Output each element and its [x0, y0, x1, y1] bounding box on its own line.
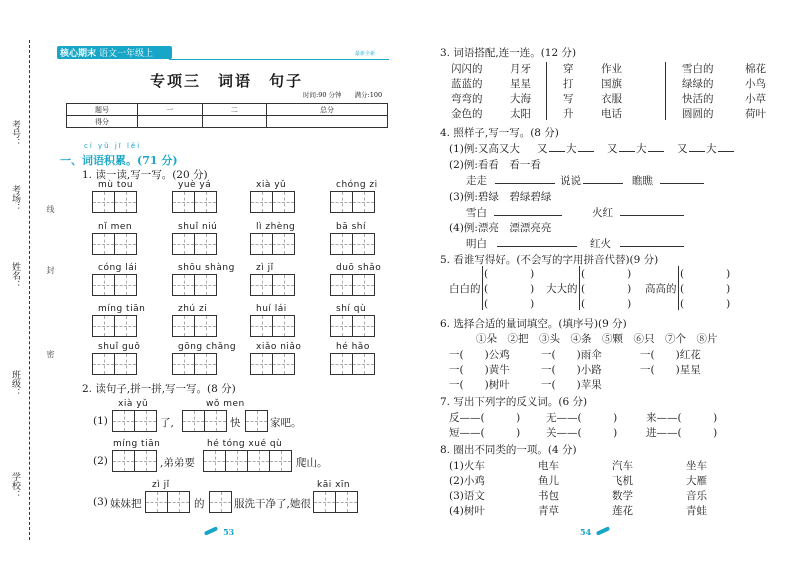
q1-pinyin: mù tou: [98, 180, 134, 190]
q7-title: 7. 写出下列字的反义词。(6 分): [440, 396, 588, 408]
q5-word: 高高的: [645, 283, 677, 295]
q3-word[interactable]: 作业: [601, 63, 622, 75]
q1-answer-box[interactable]: [330, 233, 375, 255]
strip-label-class: 班级：: [10, 370, 20, 397]
q2-s2-text-end: 爬山。: [296, 457, 328, 469]
header-tag: 最新全新: [355, 51, 376, 57]
q1-pinyin: nǐ men: [98, 222, 133, 232]
q4-l4-blank-2[interactable]: [620, 246, 684, 247]
q8-word[interactable]: (1)火车: [449, 460, 485, 472]
q2-s3-text-mid: 的: [194, 498, 205, 510]
q2-s1-box-3[interactable]: [245, 410, 268, 432]
q8-word[interactable]: 大雁: [686, 475, 707, 487]
brand-logo: [57, 46, 172, 59]
score-row-label: 得分: [67, 116, 138, 128]
q4-l3-item-1: 雪白: [466, 207, 487, 219]
q1-pinyin: shōu shàng: [178, 263, 235, 273]
q4-l2-item-3: 瞧瞧: [632, 175, 653, 187]
q4-l2-example: (2)例:看看 看一看: [449, 159, 541, 171]
q3-word[interactable]: 打: [563, 78, 574, 90]
q4-l2-blank-3[interactable]: [660, 183, 704, 184]
q1-answer-box[interactable]: [330, 315, 375, 337]
q3-word[interactable]: 荷叶: [745, 108, 766, 120]
q1-pinyin: duō shǎo: [336, 263, 382, 273]
q1-title: 1. 读一读,写一写。(20 分): [82, 169, 208, 181]
q4-l4-example: (4)例:漂亮 漂漂亮亮: [449, 222, 552, 234]
q7-cell[interactable]: 进——( ): [646, 427, 718, 439]
q1-pinyin: shuǐ niú: [178, 222, 218, 232]
q4-l3-blank-1[interactable]: [494, 215, 562, 216]
q1-pinyin: lì zhèng: [256, 222, 296, 232]
pen-icon: [596, 526, 610, 536]
q2-s1-text-end: 家吧。: [270, 417, 302, 429]
q5-word: 大大的: [546, 283, 578, 295]
q4-l1-char-da: 大: [706, 143, 717, 155]
q3-word[interactable]: 穿: [563, 63, 574, 75]
q1-pinyin: bā shí: [336, 222, 366, 232]
q5-answer-paren[interactable]: ( ): [484, 268, 535, 280]
q6-cell[interactable]: 一( )公鸡: [449, 349, 510, 361]
q1-pinyin: shuǐ guǒ: [98, 342, 141, 352]
q3-word[interactable]: 衣服: [601, 93, 622, 105]
q1-pinyin: míng tiān: [98, 304, 146, 314]
q3-word[interactable]: 闪闪的: [451, 63, 483, 75]
q4-l2-item-1: 走走: [466, 175, 487, 187]
q3-word[interactable]: 升: [563, 108, 574, 120]
score-cell[interactable]: [138, 116, 203, 128]
q1-answer-box[interactable]: [250, 191, 295, 213]
q5-title: 5. 看谁写得好。(不会写的字用拼音代替)(9 分): [440, 254, 659, 266]
q4-l4-item-1: 明白: [466, 238, 487, 250]
q1-answer-box[interactable]: [172, 274, 217, 296]
strip-label-school: 学校：: [10, 472, 20, 499]
q2-s3-pinyin-2: kāi xīn: [317, 480, 351, 490]
score-header-qno: 题号: [67, 104, 138, 116]
q1-answer-box[interactable]: [172, 353, 217, 375]
q6-cell[interactable]: 一( )小路: [541, 364, 602, 376]
q3-word[interactable]: 大海: [510, 93, 531, 105]
q1-answer-box[interactable]: [330, 353, 375, 375]
q1-pinyin: chóng zi: [336, 180, 378, 190]
q1-pinyin: xiǎo niǎo: [256, 342, 302, 352]
q4-l1-char-da: 大: [636, 143, 647, 155]
q1-answer-box[interactable]: [250, 353, 295, 375]
q5-answer-paren[interactable]: ( ): [484, 298, 535, 310]
q3-word[interactable]: 弯弯的: [451, 93, 483, 105]
q3-word[interactable]: 小鸟: [745, 78, 766, 90]
q5-answer-paren[interactable]: ( ): [680, 283, 731, 295]
q4-l3-example: (3)例:碧绿 碧绿碧绿: [449, 191, 552, 203]
q2-s1-text-1: 了,: [160, 417, 174, 429]
score-cell[interactable]: [202, 116, 267, 128]
q2-s3-pinyin-1: zì jǐ: [152, 480, 170, 490]
q8-word[interactable]: 汽车: [612, 460, 633, 472]
q3-word[interactable]: 雪白的: [682, 63, 714, 75]
q1-answer-box[interactable]: [330, 274, 375, 296]
q1-pinyin: xià yǔ: [256, 180, 287, 190]
q3-word[interactable]: 星星: [510, 78, 531, 90]
q8-word[interactable]: 飞机: [612, 475, 633, 487]
q4-l1-char-you: 又: [677, 143, 688, 155]
q3-word[interactable]: 蓝蓝的: [451, 78, 483, 90]
header-rule: [169, 59, 389, 60]
q1-answer-box[interactable]: [172, 315, 217, 337]
q4-l1-blank[interactable]: [689, 151, 705, 152]
q8-word[interactable]: 鱼儿: [538, 475, 559, 487]
q8-word[interactable]: 坐车: [686, 460, 707, 472]
q8-word[interactable]: 青草: [538, 505, 559, 517]
q3-word[interactable]: 绿绿的: [682, 78, 714, 90]
score-header-2: 二: [202, 104, 267, 116]
q1-answer-box[interactable]: [92, 191, 137, 213]
q1-answer-box[interactable]: [250, 274, 295, 296]
q1-pinyin: huí lái: [256, 304, 287, 314]
pen-icon: [204, 526, 218, 536]
q2-s2-pinyin-1: míng tiān: [113, 439, 161, 449]
page-title: 专项三 词语 句子: [150, 72, 304, 90]
q1-answer-box[interactable]: [250, 233, 295, 255]
q1-answer-box[interactable]: [330, 191, 375, 213]
q8-word[interactable]: 书包: [538, 490, 559, 502]
score-cell[interactable]: [267, 116, 388, 128]
q6-cell[interactable]: 一( )黄牛: [449, 364, 510, 376]
q1-pinyin: cóng lái: [98, 263, 138, 273]
q4-l1-blank[interactable]: [619, 151, 635, 152]
q3-divider-1: [546, 62, 547, 120]
q1-answer-box[interactable]: [250, 315, 295, 337]
q5-word: 白白的: [449, 283, 481, 295]
score-table: [66, 103, 388, 128]
q4-l3-blank-2[interactable]: [620, 215, 684, 216]
q2-s2-number: (2): [93, 455, 108, 467]
q3-divider-2: [665, 62, 666, 120]
q4-l1-char-you: 又: [537, 143, 548, 155]
q8-word[interactable]: 青蛙: [686, 505, 707, 517]
q4-title: 4. 照样子,写一写。(8 分): [440, 127, 559, 139]
q1-pinyin: shí qù: [336, 304, 367, 314]
strip-mark-seal: 封: [46, 266, 55, 274]
q5-answer-paren[interactable]: ( ): [484, 283, 535, 295]
q2-s1-text-2: 快: [230, 417, 241, 429]
q5-answer-paren[interactable]: ( ): [581, 283, 632, 295]
q3-word[interactable]: 太阳: [510, 108, 531, 120]
q3-word[interactable]: 国旗: [601, 78, 622, 90]
q8-word[interactable]: 莲花: [612, 505, 633, 517]
q6-cell[interactable]: 一( )苹果: [541, 379, 602, 391]
page-number-right: 54: [580, 520, 610, 539]
page-number-left: 53: [204, 520, 234, 539]
score-header-total: 总分: [267, 104, 388, 116]
q4-l4-blank-1[interactable]: [497, 246, 577, 247]
q1-answer-box[interactable]: [92, 233, 137, 255]
q2-s2-text-mid: ,弟弟要: [160, 457, 195, 469]
q4-l2-blank-2[interactable]: [583, 183, 623, 184]
q5-answer-paren[interactable]: ( ): [680, 298, 731, 310]
q3-word[interactable]: 快活的: [682, 93, 714, 105]
q2-s1-pinyin-2: wǒ men: [206, 399, 245, 409]
strip-label-name: 姓名：: [10, 262, 20, 289]
q8-word[interactable]: (4)树叶: [449, 505, 485, 517]
q4-l1-char-da: 大: [566, 143, 577, 155]
q3-word[interactable]: 月牙: [510, 63, 531, 75]
q6-cell[interactable]: 一( )树叶: [449, 379, 510, 391]
q2-s1-pinyin-1: xià yǔ: [118, 399, 149, 409]
q2-s2-box-2[interactable]: [203, 450, 292, 472]
binding-line: [29, 40, 30, 540]
section-heading: [60, 142, 178, 168]
brand-sub: 语文一年级上: [99, 49, 154, 59]
q6-options: ①朵 ②把 ③头 ④条 ⑤颗 ⑥只 ⑦个 ⑧片: [476, 333, 718, 345]
q4-l4-item-2: 红火: [590, 238, 611, 250]
q5-brace: [579, 266, 580, 310]
q4-l1-blank[interactable]: [549, 151, 565, 152]
q2-s3-text-end: 服洗干净了,她很: [234, 498, 311, 510]
q1-answer-box[interactable]: [92, 353, 137, 375]
q4-l1-example: (1)例:又高又大: [449, 143, 520, 155]
q5-brace: [678, 266, 679, 310]
q1-pinyin: hé hǎo: [336, 342, 370, 352]
q8-title: 8. 圈出不同类的一项。(4 分): [440, 444, 577, 456]
q2-s2-pinyin-2: hé tóng xué qù: [207, 439, 283, 449]
section-label: 一、词语积累。(71 分): [60, 154, 178, 167]
q2-title: 2. 读句子,拼一拼,写一写。(8 分): [82, 383, 236, 395]
q2-s3-text-pre: 妹妹把: [110, 498, 142, 510]
q3-word[interactable]: 圆圆的: [682, 108, 714, 120]
brand-main: 核心期末: [60, 49, 97, 59]
q6-cell[interactable]: 一( )星星: [640, 364, 701, 376]
q4-l1-blank[interactable]: [578, 151, 594, 152]
q8-word[interactable]: (3)语文: [449, 490, 485, 502]
q2-s1-box-1[interactable]: [112, 410, 157, 432]
q7-cell[interactable]: 来——( ): [646, 412, 718, 424]
q6-cell[interactable]: 一( )雨伞: [541, 349, 602, 361]
q4-l1-blank[interactable]: [718, 151, 734, 152]
q2-s3-box-1[interactable]: [145, 491, 190, 513]
q3-title: 3. 词语搭配,连一连。(12 分): [440, 47, 577, 59]
section-pinyin: cí yǔ jī lěi: [84, 142, 142, 150]
q7-cell[interactable]: 反——( ): [449, 412, 521, 424]
q2-s3-box-2[interactable]: [209, 491, 232, 513]
q4-l2-item-2: 说说: [560, 175, 581, 187]
q1-answer-box[interactable]: [92, 274, 137, 296]
q2-s3-box-3[interactable]: [313, 491, 358, 513]
q5-answer-paren[interactable]: ( ): [581, 268, 632, 280]
q8-word[interactable]: (2)小鸡: [449, 475, 485, 487]
strip-label-exam-room: 考场：: [10, 185, 20, 212]
q2-s1-box-2[interactable]: [182, 410, 227, 432]
q1-pinyin: gōng chǎng: [178, 342, 237, 352]
strip-mark-line: 线: [46, 205, 55, 213]
q7-cell[interactable]: 关——( ): [546, 427, 618, 439]
q8-word[interactable]: 数学: [612, 490, 633, 502]
q8-word[interactable]: 音乐: [686, 490, 707, 502]
q5-answer-paren[interactable]: ( ): [680, 268, 731, 280]
q3-word[interactable]: 棉花: [745, 63, 766, 75]
q7-cell[interactable]: 无——( ): [546, 412, 618, 424]
q6-cell[interactable]: 一( )红花: [640, 349, 701, 361]
q5-brace: [482, 266, 483, 310]
score-header-1: 一: [138, 104, 203, 116]
q1-pinyin: yuè yá: [178, 180, 212, 190]
q4-l2-blank-1[interactable]: [495, 183, 555, 184]
time-score-meta: 时间:90 分钟 满分:100: [303, 91, 383, 99]
q4-l3-item-2: 火红: [592, 207, 613, 219]
q2-s2-box-1[interactable]: [112, 450, 157, 472]
q2-s1-number: (1): [93, 415, 108, 427]
q3-word[interactable]: 写: [563, 93, 574, 105]
q8-word[interactable]: 电车: [538, 460, 559, 472]
q2-s3-number: (3): [93, 496, 108, 508]
q7-cell[interactable]: 短——( ): [449, 427, 521, 439]
q3-word[interactable]: 电话: [601, 108, 622, 120]
q1-pinyin: zhú zi: [178, 304, 208, 314]
q4-l1-char-you: 又: [607, 143, 618, 155]
q1-answer-box[interactable]: [92, 315, 137, 337]
q1-answer-box[interactable]: [172, 191, 217, 213]
q1-pinyin: zì jǐ: [256, 263, 274, 273]
strip-label-exam-number: 考号：: [10, 120, 20, 147]
q1-answer-box[interactable]: [172, 233, 217, 255]
q3-word[interactable]: 金色的: [451, 108, 483, 120]
strip-mark-secret: 密: [46, 350, 55, 358]
q5-answer-paren[interactable]: ( ): [581, 298, 632, 310]
q4-l1-blank[interactable]: [648, 151, 664, 152]
q3-word[interactable]: 小草: [745, 93, 766, 105]
q6-title: 6. 选择合适的量词填空。(填序号)(9 分): [440, 318, 627, 330]
